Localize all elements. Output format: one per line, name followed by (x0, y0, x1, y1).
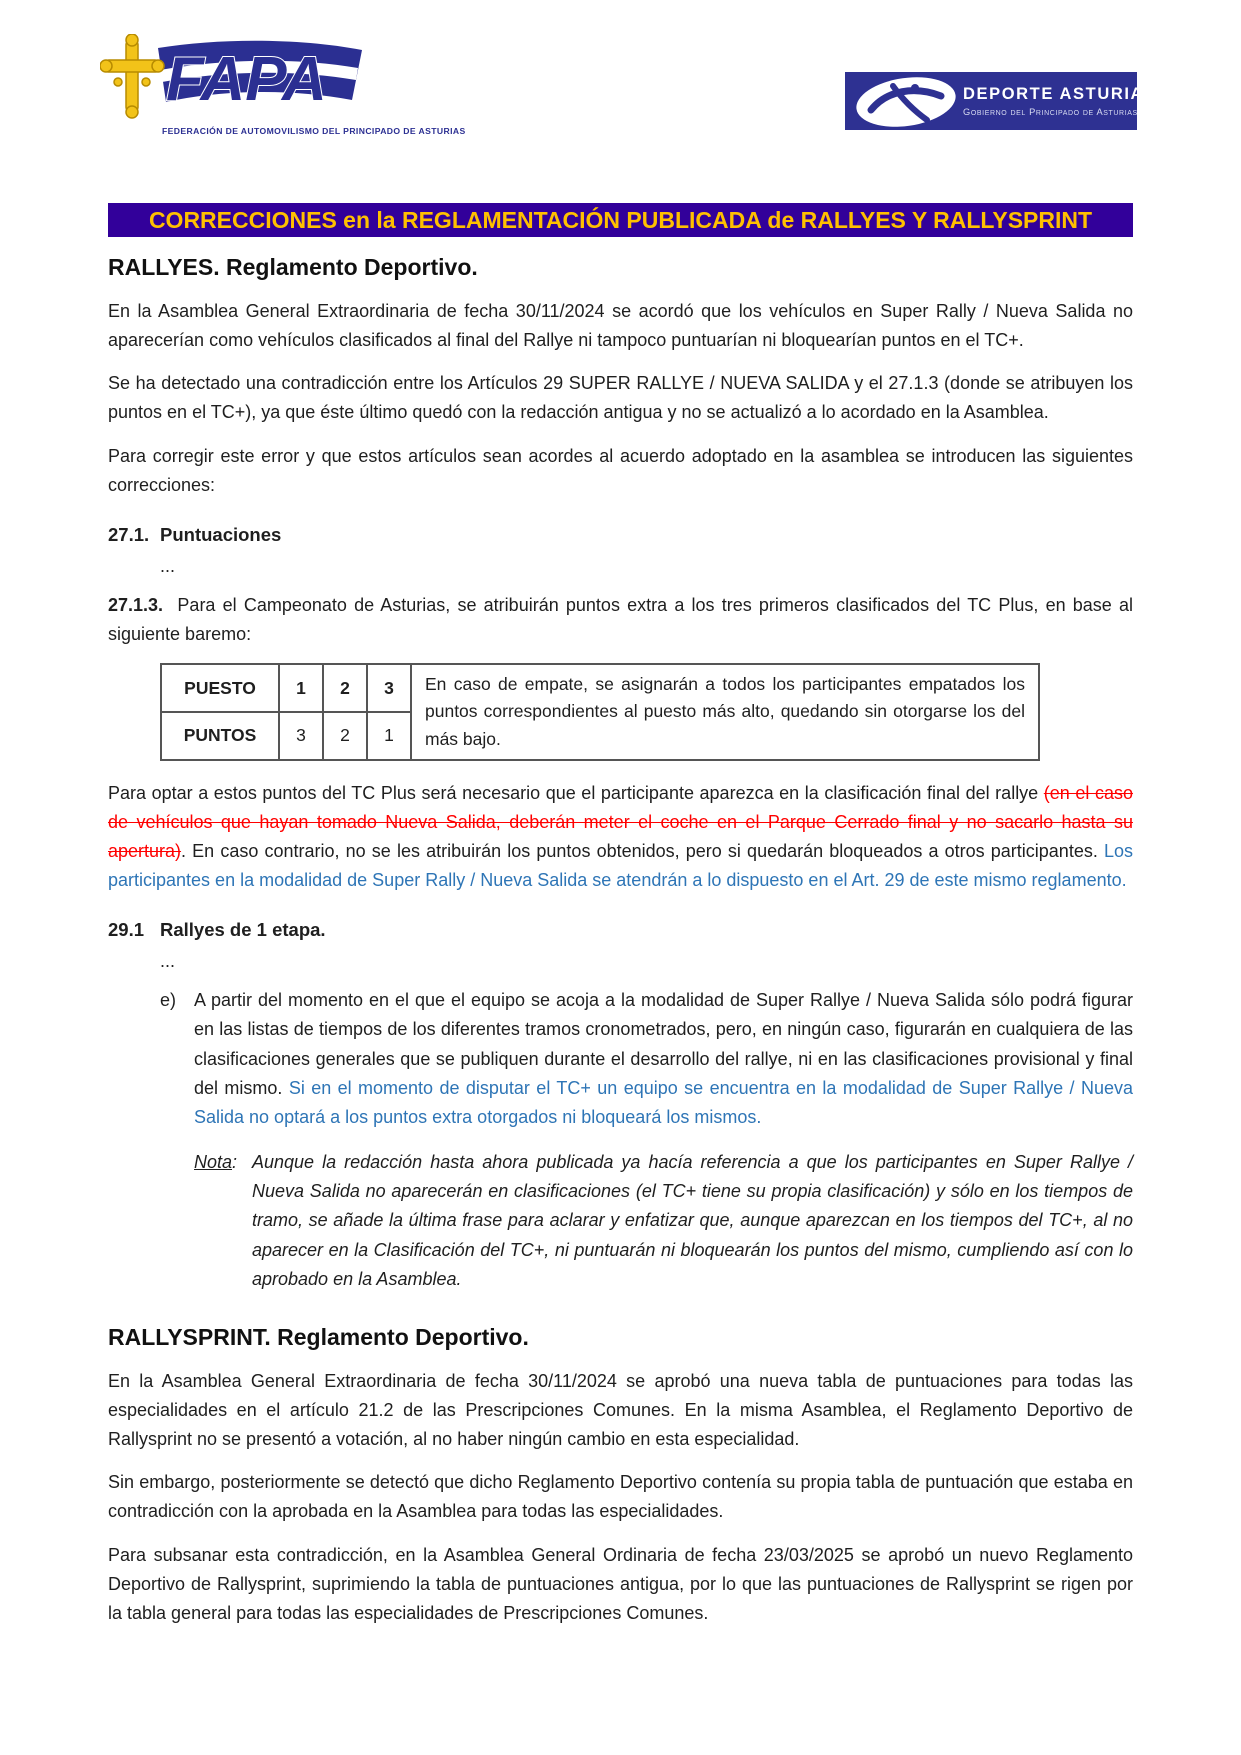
nota-text: Aunque la redacción hasta ahora publicada ya hacía referencia a que los participantes en Super Rallye / Nueva Salida no aparecerán en clasificaciones (el TC+ tiene su propia clasificación) y sólo en los tiempos de tramo, se añade la última frase para aclarar y enfatizar que, aunque aparezcan en los tiempos del TC+, al no aparecer en la Clasificación del TC+, ni puntuarán ni bloquearán los puntos del mismo, cumpliendo así con lo aprobado en la Asamblea. (252, 1152, 1133, 1289)
item-e-black-text: A partir del momento en el que el equipo se acoja a la modalidad de Super Rallye / Nueva Salida sólo podrá figurar en las listas de tiempos de los diferentes tramos cronometrados, pero, en ningún caso, figurarán en cualquiera de las clasificaciones generales que se publiquen durante el desarrollo del rallye, ni en las clasificaciones provisional y final del mismo. (194, 990, 1133, 1098)
section-27-1-number: 27.1. (108, 523, 150, 545)
puntos-cell-3: 1 (367, 712, 411, 760)
puesto-cell-3: 3 (367, 664, 411, 712)
victory-cross-icon (100, 34, 164, 118)
rallysprint-heading: RALLYSPRINT. Reglamento Deportivo. (108, 1323, 529, 1350)
ellipsis-1: ... (160, 555, 176, 576)
deporte-subtitle: Gobierno del Principado de Asturias (963, 106, 1138, 117)
nota-block (194, 1148, 1133, 1294)
item-e (160, 986, 1133, 1132)
document-body (108, 254, 1133, 1642)
rallyes-paragraph-3: Para corregir este error y que estos artículos sean acordes al acuerdo adoptado en la asamblea se introducen las siguientes correcciones: (108, 445, 1133, 495)
tie-note-cell: En caso de empate, se asignarán a todos los participantes empatados los puntos correspondientes al puesto más alto, quedando sin otorgarse los del más bajo. (411, 664, 1039, 759)
document-title-banner: CORRECCIONES en la REGLAMENTACIÓN PUBLICADA de RALLYES Y RALLYSPRINT (108, 203, 1133, 237)
points-table (160, 663, 1040, 760)
rallyes-paragraph-1: En la Asamblea General Extraordinaria de fecha 30/11/2024 se acordó que los vehículos en Super Rally / Nueva Salida no aparecerían como vehículos clasificados al final del Rallye ni tampoco puntuarían ni bloquearían puntos en el TC+. (108, 301, 1133, 351)
nota-label-word: Nota (194, 1152, 233, 1173)
points-table-row-puesto (161, 664, 1039, 712)
puntos-cell-1: 3 (279, 712, 323, 760)
article-27-1-3-text: Para el Campeonato de Asturias, se atribuirán puntos extra a los tres primeros clasificados del TC Plus, en base al siguiente baremo: (108, 594, 1133, 645)
section-29-1-number: 29.1 (108, 919, 145, 941)
item-e-marker: e) (160, 990, 177, 1011)
puntos-cell-2: 2 (323, 712, 367, 760)
fapa-acronym: FAPA (166, 45, 327, 114)
tcplus-struck-text: (en el caso de vehículos que hayan tomado Nueva Salida, deberán meter el coche en el Parque Cerrado final y no sacarlo hasta su apertura) (108, 782, 1133, 861)
tcplus-text-2: . En caso contrario, no se les atribuirán los puntos obtenidos, pero si quedarán bloqueados a otros participantes. (181, 840, 1104, 861)
deporte-asturiano-logo (845, 72, 1173, 130)
section-29-1 (108, 919, 1133, 941)
article-27-1-3-number: 27.1.3. (108, 594, 164, 615)
tcplus-text-1: Para optar a estos puntos del TC Plus será necesario que el participante aparezca en la clasificación final del rallye (108, 782, 1044, 803)
section-27-1-title: Puntuaciones (160, 523, 282, 545)
nota-label (194, 1148, 252, 1294)
item-e-blue-text: Si en el momento de disputar el TC+ un equipo se encuentra en la modalidad de Super Rallye / Nueva Salida no optará a los puntos extra otorgados ni bloqueará los mismos. (194, 1077, 1133, 1127)
section-29-1-title: Rallyes de 1 etapa. (160, 919, 326, 941)
puntos-label-cell: PUNTOS (161, 712, 279, 760)
puesto-cell-1: 1 (279, 664, 323, 712)
puesto-label-cell: PUESTO (161, 664, 279, 712)
rallyes-heading: RALLYES. Reglamento Deportivo. (108, 254, 478, 280)
puesto-cell-2: 2 (323, 664, 367, 712)
rallysprint-paragraph-1: En la Asamblea General Extraordinaria de fecha 30/11/2024 se aprobó una nueva tabla de puntuaciones para todas las especialidades en el artículo 21.2 de las Prescripciones Comunes. En la misma Asamblea, el Reglamento Deportivo de Rallysprint no se presentó a votación, al no haber ningún cambio en esta especialidad. (108, 1370, 1133, 1450)
fapa-logo (100, 34, 466, 142)
nota-label-colon: : (232, 1152, 238, 1173)
article-27-1-3 (108, 591, 1133, 649)
rallysprint-paragraph-2: Sin embargo, posteriormente se detectó que dicho Reglamento Deportivo contenía su propia tabla de puntuación que estaba en contradicción con la aprobada en la Asamblea para todas las especialidades. (108, 1472, 1133, 1522)
tcplus-paragraph (108, 779, 1133, 896)
tcplus-blue-text: Los participantes en la modalidad de Super Rally / Nueva Salida se atendrán a lo dispuesto en el Art. 29 de este mismo reglamento. (108, 840, 1133, 891)
rallyes-paragraph-2: Se ha detectado una contradicción entre los Artículos 29 SUPER RALLYE / NUEVA SALIDA y el 27.1.3 (donde se atribuyen los puntos en el TC+), ya que éste último quedó con la redacción antigua y no se actualizó a lo acordado en la Asamblea. (108, 373, 1133, 423)
fapa-logo-graphic (100, 34, 440, 126)
fapa-subtitle: FEDERACIÓN DE AUTOMOVILISMO DEL PRINCIPADO DE ASTURIAS (162, 126, 466, 136)
deporte-title: DEPORTE ASTURIANO (963, 84, 1173, 103)
section-27-1 (108, 524, 1133, 546)
rallysprint-paragraph-3: Para subsanar esta contradicción, en la Asamblea General Ordinaria de fecha 23/03/2025 se aprobó un nuevo Reglamento Deportivo de Rallysprint, suprimiendo la tabla de puntuaciones antigua, por lo que las puntuaciones de Rallysprint se rigen por la tabla general para todas las especialidades de Prescripciones Comunes. (108, 1544, 1133, 1623)
ellipsis-2: ... (160, 951, 176, 972)
item-e-text (194, 986, 1133, 1132)
athlete-icon (853, 76, 959, 128)
